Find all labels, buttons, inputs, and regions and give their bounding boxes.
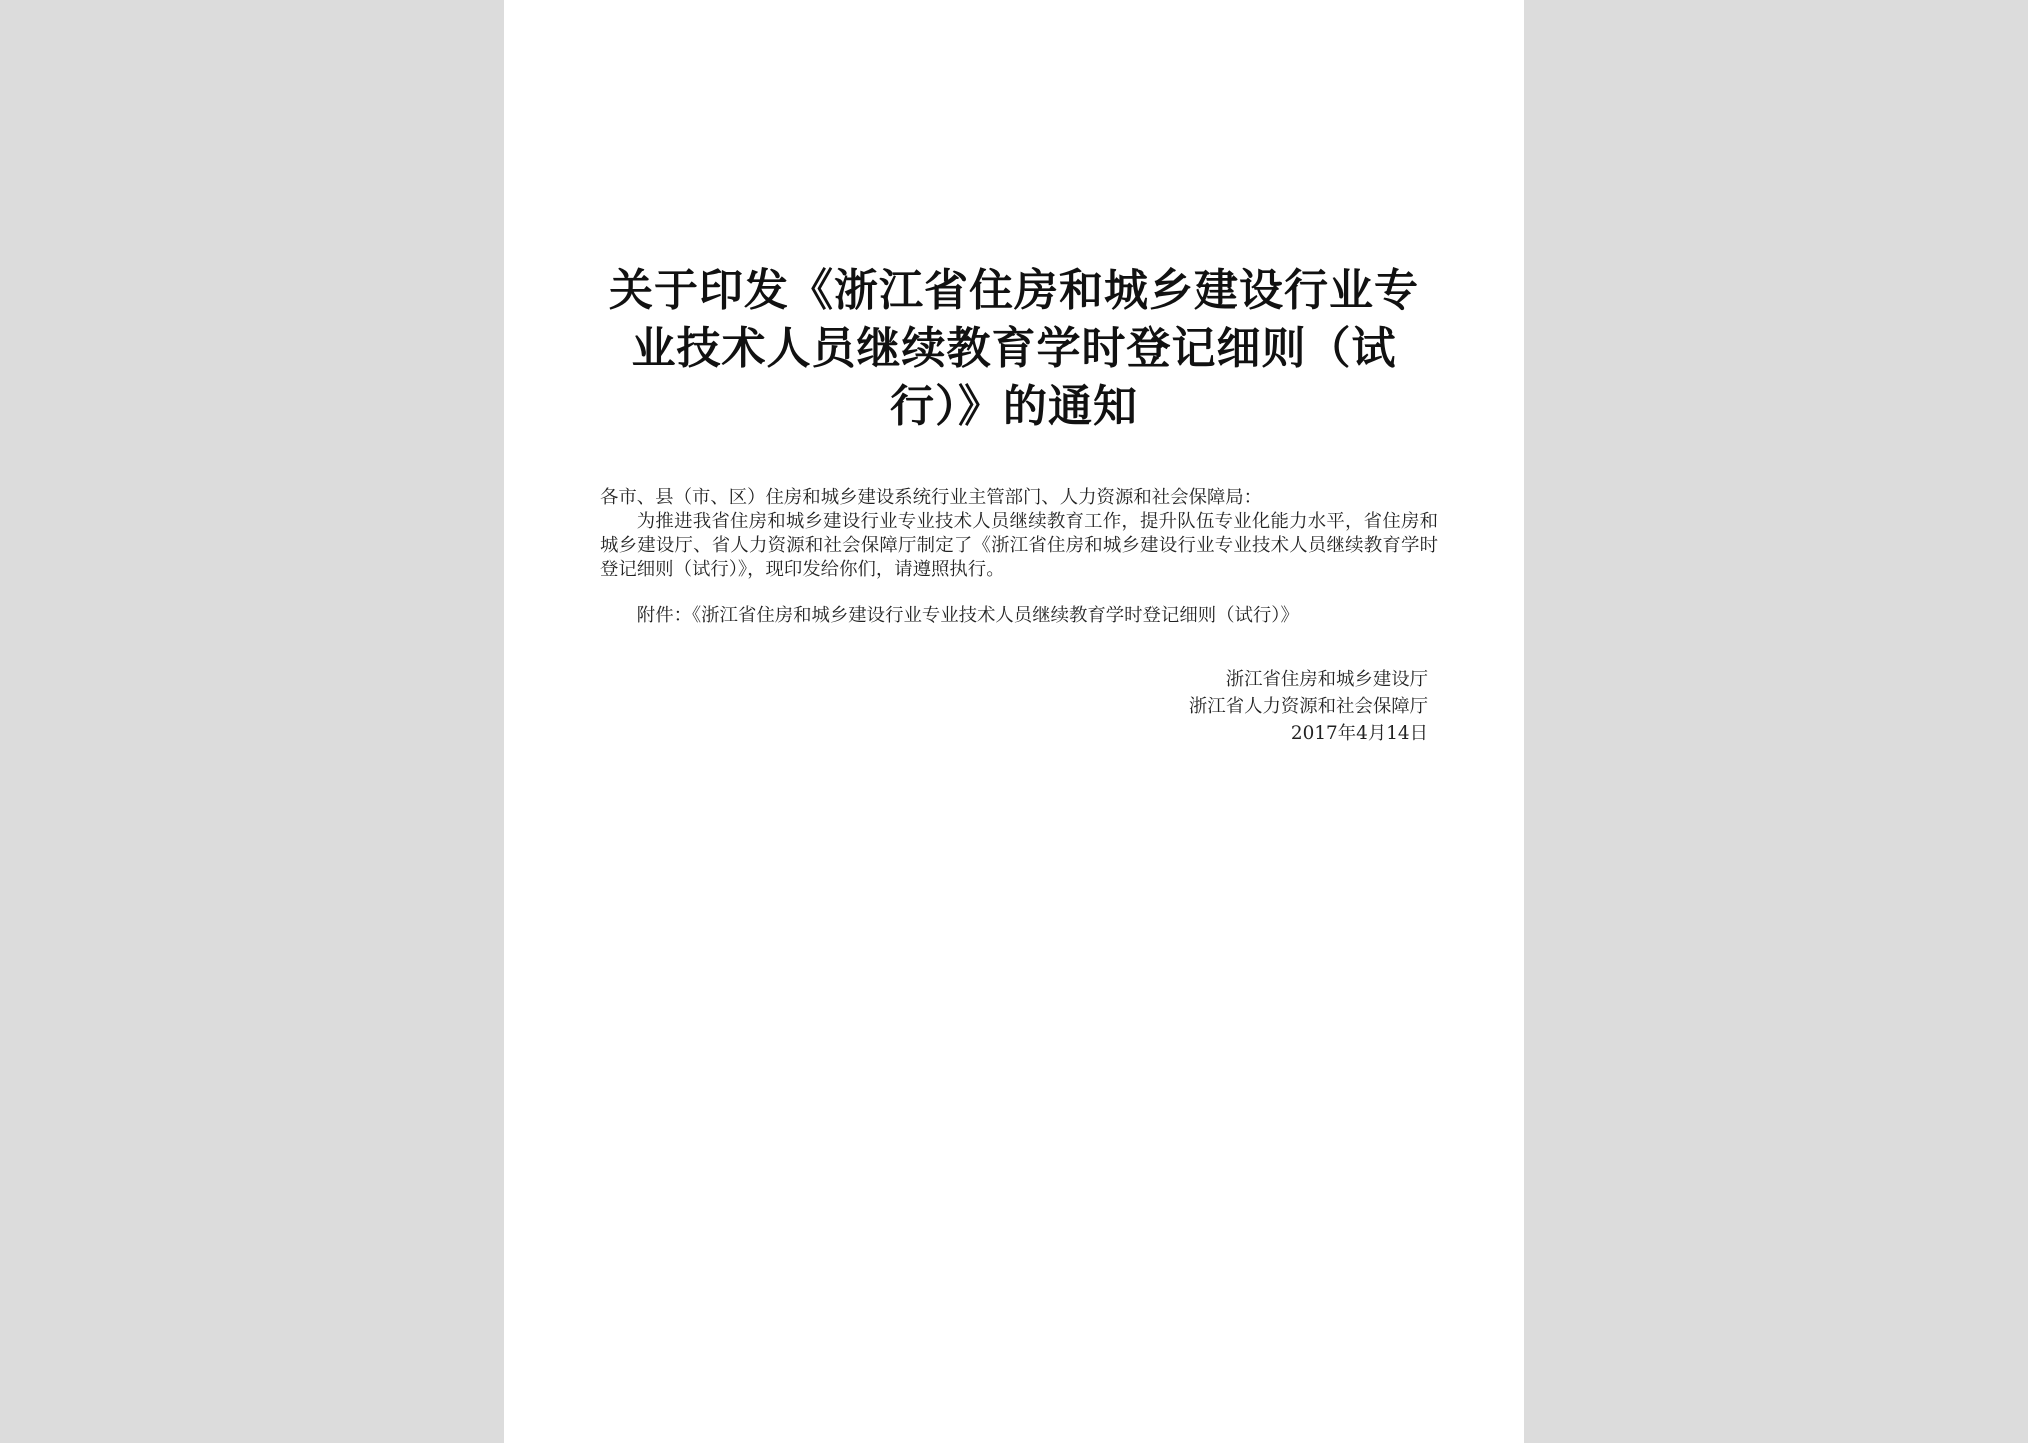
document-page xyxy=(504,0,1524,1443)
issuer-name: 浙江省人力资源和社会保障厅 xyxy=(1188,696,1428,717)
attachment-line: 附件：《浙江省住房和城乡建设行业专业技术人员继续教育学时登记细则（试行）》 xyxy=(636,605,1299,626)
issue-date: 2017年4月14日 xyxy=(1290,723,1428,744)
document-title: 关于印发《浙江省住房和城乡建设行业专业技术人员继续教育学时登记细则（试行）》的通知 xyxy=(609,265,1419,432)
body-paragraph: 为推进我省住房和城乡建设行业专业技术人员继续教育工作，提升队伍专业化能力水平，省住房和城乡建设厅、省人力资源和社会保障厅制定了《浙江省住房和城乡建设行业专业技术人员继续教育学时登记细则（试行）》，现印发给你们，请遵照执行。 xyxy=(600,511,1438,580)
salutation: 各市、县（市、区）住房和城乡建设系统行业主管部门、人力资源和社会保障局： xyxy=(600,487,1263,508)
document-body xyxy=(600,486,1438,628)
issuer-name: 浙江省住房和城乡建设厅 xyxy=(1225,669,1428,690)
signature-block xyxy=(1189,666,1428,747)
